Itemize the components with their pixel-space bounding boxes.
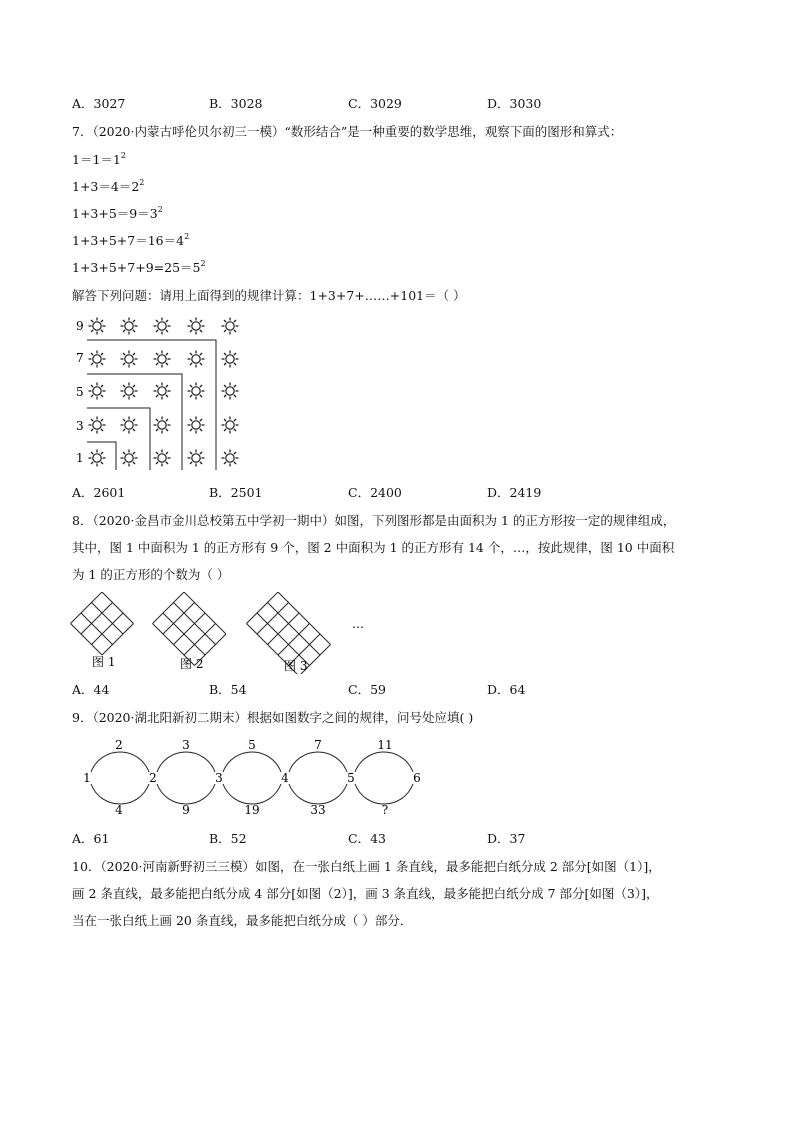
sun-icon bbox=[89, 318, 106, 335]
sun-icon bbox=[121, 318, 138, 335]
q6-option-d: D．3030 bbox=[487, 96, 542, 111]
q10-stem-line-3: 当在一张白纸上画 20 条直线，最多能把白纸分成（ ）部分． bbox=[72, 913, 413, 928]
q9-chain-number: 1 bbox=[83, 771, 91, 785]
q9-bottom-number: 19 bbox=[244, 803, 260, 817]
q8-stem-line-2: 其中，图 1 中面积为 1 的正方形有 9 个，图 2 中面积为 1 的正方形有 14 个，…，按此规律，图 10 中面积 bbox=[72, 540, 675, 555]
q7-question: 解答下列问题：请用上面得到的规律计算：1+3+7+……+101＝（ ） bbox=[72, 288, 466, 303]
q8-square-pattern-figure bbox=[68, 592, 378, 674]
q9-option-b: B．52 bbox=[209, 831, 247, 846]
q9-bottom-number: 33 bbox=[310, 803, 326, 817]
sun-icon bbox=[222, 383, 239, 400]
q8-option-b: B．54 bbox=[209, 682, 247, 697]
q9-chain-number: 6 bbox=[413, 771, 421, 785]
q8-option-c: C．59 bbox=[348, 682, 386, 697]
q6-option-c: C．3029 bbox=[348, 96, 402, 111]
q7-divider-5 bbox=[87, 374, 182, 470]
q7-row-label-1: 1 bbox=[76, 451, 84, 465]
q8-option-d: D．64 bbox=[487, 682, 526, 697]
q8-stem-line-3: 为 1 的正方形的个数为（ ） bbox=[72, 567, 230, 582]
q9-top-number: 11 bbox=[377, 738, 393, 752]
q9-bottom-number: 4 bbox=[115, 803, 123, 817]
q7-formula-5: $1+3+5+7+9=25=5^2$ bbox=[72, 259, 206, 275]
q7-divider-1 bbox=[87, 442, 116, 470]
q8-ellipsis: … bbox=[352, 617, 364, 631]
q7-option-a: A．2601 bbox=[72, 485, 126, 500]
q9-bottom-arc bbox=[157, 784, 215, 804]
q9-bottom-number: ? bbox=[381, 803, 389, 817]
q9-bottom-arc bbox=[223, 784, 281, 804]
q9-option-c: C．43 bbox=[348, 831, 386, 846]
sun-icon bbox=[154, 417, 171, 434]
q7-formula-4: $1+3+5+7=16=4^2$ bbox=[72, 232, 190, 248]
sun-icon bbox=[154, 450, 171, 467]
q9-top-number: 7 bbox=[314, 738, 322, 752]
sun-icon bbox=[121, 383, 138, 400]
q9-top-number: 5 bbox=[248, 738, 256, 752]
q8-figure-label-3: 图 3 bbox=[284, 659, 308, 673]
sun-icon bbox=[154, 351, 171, 368]
q8-figure-label-2: 图 2 bbox=[180, 657, 204, 671]
sun-icon bbox=[222, 450, 239, 467]
q10-stem-line-2: 画 2 条直线，最多能把白纸分成 4 部分[如图（2）]，画 3 条直线，最多能把白纸分成 7 部分[如图（3）]， bbox=[72, 886, 659, 901]
q6-option-a: A．3027 bbox=[72, 96, 126, 111]
q9-bottom-arc bbox=[289, 784, 347, 804]
q9-bottom-arc bbox=[91, 784, 149, 804]
q7-row-label-9: 9 bbox=[76, 319, 84, 333]
q8-figure-1-grid bbox=[71, 592, 134, 655]
q9-option-a: A．61 bbox=[72, 831, 110, 846]
sun-icon bbox=[188, 351, 205, 368]
q9-chain-number: 5 bbox=[347, 771, 355, 785]
q8-stem-line-1: 8．（2020·金昌市金川总校第五中学初一期中）如图，下列图形都是由面积为 1 的正方形按一定的规律组成， bbox=[72, 513, 676, 528]
q8-figure-2-grid bbox=[153, 592, 227, 666]
sun-icon bbox=[154, 318, 171, 335]
q9-chain-number: 3 bbox=[215, 771, 223, 785]
q9-top-number: 2 bbox=[115, 738, 123, 752]
q6-option-b: B．3028 bbox=[209, 96, 263, 111]
q7-formula-1: $1=1=1^2$ bbox=[72, 151, 126, 167]
sun-icon bbox=[222, 417, 239, 434]
q9-stem: 9．（2020·湖北阳新初二期末）根据如图数字之间的规律，问号处应填( ) bbox=[72, 710, 474, 725]
q9-top-arc bbox=[157, 752, 215, 772]
q7-row-label-3: 3 bbox=[76, 419, 84, 433]
q7-row-label-7: 7 bbox=[76, 351, 84, 365]
q9-top-number: 3 bbox=[182, 738, 190, 752]
q10-stem-line-1: 10．（2020·河南新野初三三模）如图，在一张白纸上画 1 条直线，最多能把白纸分成 2 部分[如图（1）]， bbox=[72, 859, 661, 874]
sun-icon bbox=[188, 417, 205, 434]
q9-top-arc bbox=[91, 752, 149, 772]
sun-icon bbox=[188, 450, 205, 467]
q7-option-b: B．2501 bbox=[209, 485, 263, 500]
sun-icon bbox=[154, 383, 171, 400]
sun-icon bbox=[89, 417, 106, 434]
q7-formula-3: $1+3+5=9=3^2$ bbox=[72, 205, 163, 221]
q7-stem: 7．（2020·内蒙古呼伦贝尔初三一模）“数形结合”是一种重要的数学思维，观察下面的图形和算式： bbox=[72, 124, 623, 139]
sun-icon bbox=[89, 450, 106, 467]
q9-bottom-arc bbox=[355, 784, 413, 804]
sun-icon bbox=[89, 351, 106, 368]
q9-number-chain-figure bbox=[76, 734, 426, 824]
sun-icon bbox=[222, 318, 239, 335]
sun-icon bbox=[188, 383, 205, 400]
sun-icon bbox=[121, 450, 138, 467]
q7-formula-2: $1+3=4=2^2$ bbox=[72, 178, 145, 194]
q7-row-label-5: 5 bbox=[76, 385, 84, 399]
sun-icon bbox=[188, 318, 205, 335]
q9-chain-number: 2 bbox=[149, 771, 157, 785]
sun-icon bbox=[121, 351, 138, 368]
q9-bottom-number: 9 bbox=[182, 803, 190, 817]
q7-option-d: D．2419 bbox=[487, 485, 542, 500]
q7-sun-grid-figure bbox=[70, 310, 250, 472]
sun-icon bbox=[89, 383, 106, 400]
q9-chain-number: 4 bbox=[281, 771, 289, 785]
q9-option-d: D．37 bbox=[487, 831, 526, 846]
q9-top-arc bbox=[223, 752, 281, 772]
q9-top-arc bbox=[355, 752, 413, 772]
q8-figure-label-1: 图 1 bbox=[92, 655, 116, 669]
sun-icon bbox=[222, 351, 239, 368]
sun-icon bbox=[121, 417, 138, 434]
q9-top-arc bbox=[289, 752, 347, 772]
q7-option-c: C．2400 bbox=[348, 485, 402, 500]
q8-option-a: A．44 bbox=[72, 682, 110, 697]
